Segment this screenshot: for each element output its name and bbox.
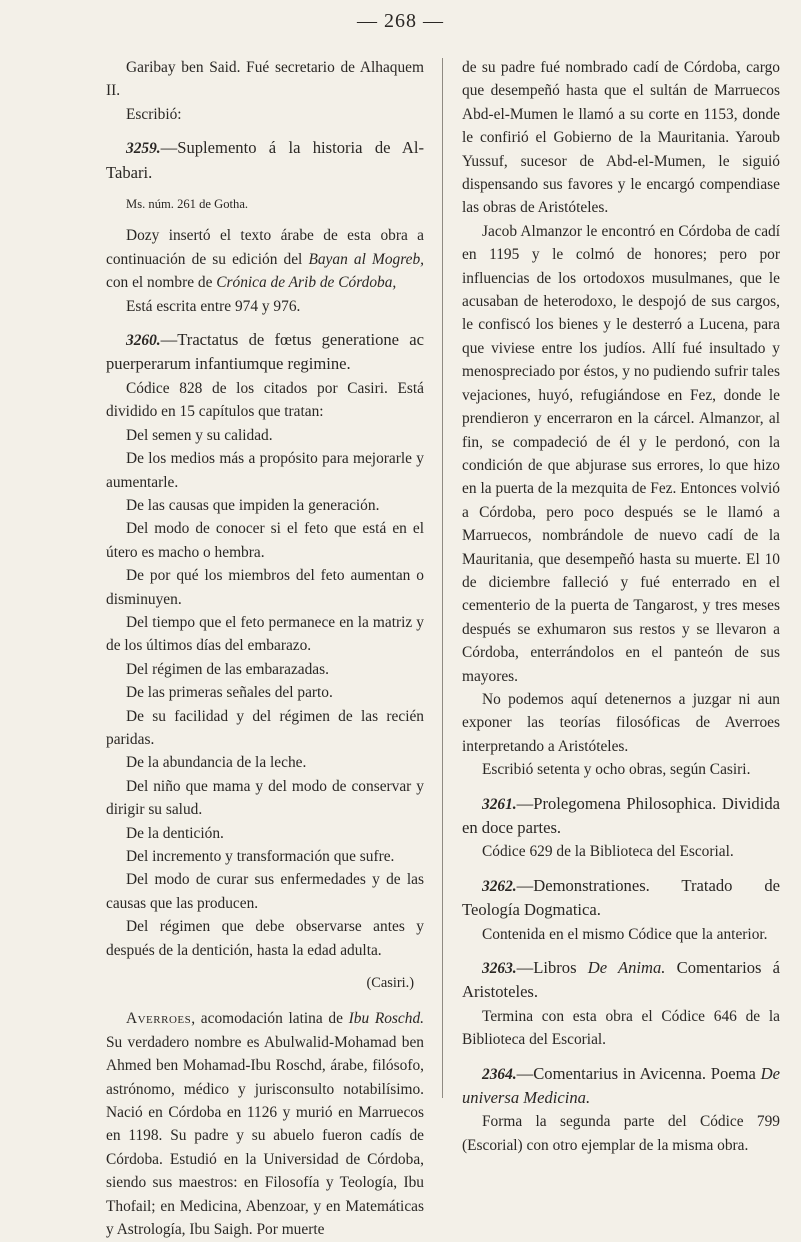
book-title: Bayan al Mogreb, xyxy=(308,250,424,268)
entry-2364-text: Forma la segunda parte del Códice 799 (Escorial) con otro ejemplar de la misma obra. xyxy=(462,1113,780,1154)
averroes-paragraph xyxy=(106,1007,424,1241)
chapter-item: De la dentición. xyxy=(126,824,224,842)
entry-title: Comentarios á Aristoteles. xyxy=(462,958,781,1002)
chapter-item: De la abundancia de la leche. xyxy=(126,754,307,772)
chapter-item: Del régimen de las embarazadas. xyxy=(126,660,329,678)
entry-title: —Comentarius in Avicenna. Poema xyxy=(516,1063,761,1083)
entry-number: 3259. xyxy=(126,140,161,158)
escribio-label: Escribió: xyxy=(126,105,182,123)
manuscript-ref: Ms. núm. 261 de Gotha. xyxy=(126,197,249,212)
entry-number: 3263. xyxy=(482,960,517,978)
column-divider xyxy=(442,58,443,1098)
text-run: con el nombre de xyxy=(106,274,217,292)
right-column xyxy=(462,56,780,1157)
paragraph: Escribió setenta y ocho obras, según Casiri. xyxy=(482,761,751,779)
entry-number: 3260. xyxy=(126,332,161,350)
source-citation: (Casiri.) xyxy=(366,975,414,992)
entry-number: 3262. xyxy=(482,877,517,895)
entry-3259-heading xyxy=(106,136,424,185)
entry-title-italic: De Anima. xyxy=(587,958,666,978)
entry-3260-heading xyxy=(106,328,424,377)
entry-title: —Tractatus de fœtus generatione ac puerperarum infantiumque regimine. xyxy=(106,330,424,374)
entry-3260-text: Códice 828 de los citados por Casiri. Está dividido en 15 capítulos que tratan: xyxy=(106,379,424,421)
entry-number: 3261. xyxy=(482,795,517,813)
chapter-item: Del modo de curar sus enfermedades y de las causas que las producen. xyxy=(106,871,424,912)
chapter-item: Del niño que mama y del modo de conservar y dirigir su salud. xyxy=(106,777,424,819)
entry-title: —Libros xyxy=(516,958,588,978)
entry-title: —Demonstrationes. Tratado de Teología Dogmatica. xyxy=(462,875,780,920)
entry-title: —Prolegomena Philosophica. Dividida en doce partes. xyxy=(462,793,780,837)
entry-3261-text: Códice 629 de la Biblioteca del Escorial. xyxy=(482,843,734,861)
entry-2364-heading xyxy=(462,1062,780,1111)
chapter-item: De las causas que impiden la generación. xyxy=(126,496,380,514)
entry-3259-text xyxy=(106,224,424,294)
chapter-item: Del modo de conocer si el feto que está en el útero es macho o hembra. xyxy=(106,520,424,561)
chapter-item: Del incremento y transformación que sufre. xyxy=(126,848,395,865)
intro-paragraph: Garibay ben Said. Fué secretario de Alhaquem II. xyxy=(106,59,424,100)
entry-3259-date: Está escrita entre 974 y 976. xyxy=(126,297,301,315)
chapter-item: Del régimen que debe observarse antes y después de la dentición, hasta la edad adulta. xyxy=(106,918,424,959)
book-title: Crónica de Arib de Córdoba, xyxy=(216,274,397,292)
entry-title-italic: De universa Medicina. xyxy=(462,1063,780,1108)
page-number: — 268 — xyxy=(357,10,444,32)
chapter-item: De por qué los miembros del feto aumentan o disminuyen. xyxy=(106,567,424,608)
chapter-item: Del tiempo que el feto permanece en la matriz y de los últimos días del embarazo. xyxy=(106,613,424,655)
chapter-item: Del semen y su calidad. xyxy=(126,426,273,444)
author-name: Averroes xyxy=(126,1010,192,1028)
entry-title: —Suplemento á la historia de Al-Tabari. xyxy=(106,138,424,182)
continuation-paragraph: de su padre fué nombrado cadí de Córdoba, cargo que desempeñó hasta que el sultán de Marruecos Abd-el-Mumen le llamó a su corte en 1153, donde le confirió el Gobierno de la Mauritania. Yaroub Yussuf, sucesor de Abd-el-Mumen, le siguió dispensando sus favores y le encargó compendiase las obras de Aristóteles. xyxy=(462,59,780,217)
entry-3262-text: Contenida en el mismo Códice que la anterior. xyxy=(482,925,768,943)
author-alias: Ibu Roschd. xyxy=(348,1010,424,1028)
chapter-item: De los medios más a propósito para mejorarle y aumentarle. xyxy=(106,450,424,491)
paragraph: Jacob Almanzor le encontró en Córdoba de cadí en 1195 y le colmó de honores; pero por influencias de los ortodoxos musulmanes, que le acusaban de heterodoxo, le despojó de sus cargos, le confiscó los bienes y le desterró a Lucena, para que viviese entre los judíos. Allí fué insultado y menospreciado por éstos, y no pudiendo sufrir tales vejaciones, huyó, refugiándose en Fez, donde le prendieron y encerraron en la cárcel. Almanzor, al fin, se compadeció de él y le perdonó, con la condición de que abjurase sus errores, lo que hizo en la puerta de la mezquita de Fez. Entonces volvió a Córdoba, pero poco después se le llamó a Marruecos, nombrándole de nuevo cadí de la Mauritania, que desempeñó hasta su muerte. El 10 de diciembre falleció y fué enterrado en el cementerio de la puerta de Tangarost, y tres meses después se exhumaron sus restos y se llevaron a Córdoba, enterrándolos en el panteón de sus mayores. xyxy=(462,222,780,685)
text-run: Su verdadero nombre es Abulwalid-Mohamad ben Ahmed ben Mohamad-Ibu Roschd, árabe, filósofo, astrónomo, médico y jurisconsulto notabilísimo. Nació en Córdoba en 1126 y murió en Marruecos en 1198. Su padre y su abuelo fueron cadís de Córdoba. Estudió en la Universidad de Córdoba, siendo sus maestros: en Filosofía y Teología, Ibu Thofail; en Medicina, Abenzoar, y en Matemáticas y Astrología, Ibu Saigh. Por muerte xyxy=(106,1033,424,1239)
entry-3261-heading xyxy=(462,792,780,841)
paragraph: No podemos aquí detenernos a juzgar ni aun exponer las teorías filosóficas de Averroes interpretando a Aristóteles. xyxy=(462,690,780,755)
left-column xyxy=(106,56,424,1242)
entry-3263-heading xyxy=(462,956,780,1005)
entry-3262-heading xyxy=(462,874,780,923)
entry-3263-text: Termina con esta obra el Códice 646 de la Biblioteca del Escorial. xyxy=(462,1007,780,1049)
chapter-item: De su facilidad y del régimen de las recién paridas. xyxy=(106,707,424,748)
text-run: Dozy insertó el texto árabe de esta obra a continuación de su edición del xyxy=(106,227,424,268)
entry-number: 2364. xyxy=(482,1065,517,1083)
chapter-item: De las primeras señales del parto. xyxy=(126,684,333,702)
text-run: , acomodación latina de xyxy=(191,1010,349,1028)
